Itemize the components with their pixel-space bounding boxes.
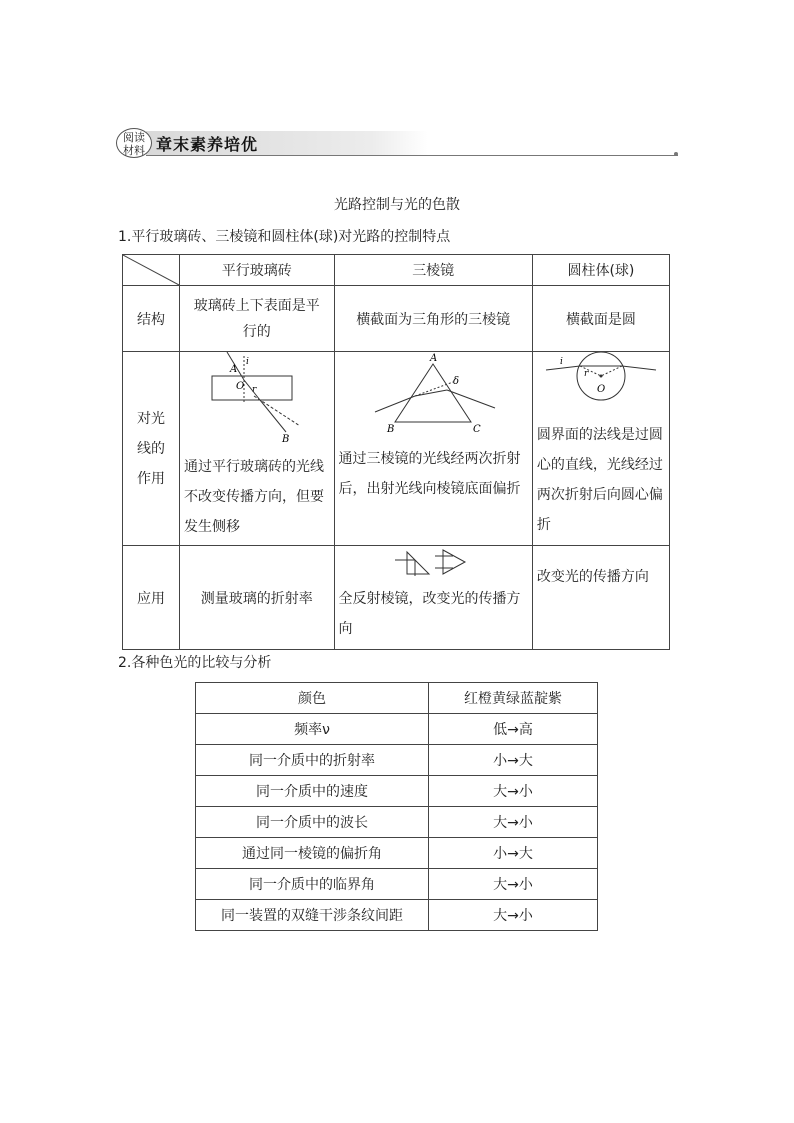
row-property: 同一介质中的波长	[196, 807, 429, 838]
label-circle-O: O	[596, 384, 606, 395]
optics-table	[122, 254, 670, 650]
label-circle-r: r	[583, 369, 589, 379]
label-i: i	[245, 357, 249, 367]
prism-diagram	[335, 352, 531, 434]
row-trend: 大→小	[429, 807, 598, 838]
cell-effect-cylinder-text: 圆界面的法线是过圆心的直线，光线经过两次折射后向圆心偏折	[536, 427, 663, 533]
cell-structure-prism: 横截面为三角形的三棱镜	[334, 286, 532, 352]
cell-effect-prism	[334, 352, 532, 546]
col-header-prism: 三棱镜	[334, 255, 532, 286]
header-rule	[146, 155, 678, 156]
table-row	[196, 900, 598, 931]
row-label-effect: 对光线的作用	[123, 352, 180, 546]
label-delta: δ	[453, 376, 460, 387]
color-table	[195, 682, 598, 931]
color-header-value: 红橙黄绿蓝靛紫	[429, 683, 598, 714]
table-row	[196, 807, 598, 838]
table-row	[196, 838, 598, 869]
table-row	[196, 745, 598, 776]
row-label-application: 应用	[123, 546, 180, 650]
table-row	[196, 776, 598, 807]
row-property: 通过同一棱镜的偏折角	[196, 838, 429, 869]
table-row	[196, 714, 598, 745]
color-header-label: 颜色	[196, 683, 429, 714]
cell-effect-slab-text: 通过平行玻璃砖的光线不改变传播方向，但要发生侧移	[184, 459, 324, 535]
row-trend: 大→小	[429, 869, 598, 900]
optics-table-header	[123, 255, 670, 286]
page-heading: 光路控制与光的色散	[334, 197, 460, 213]
chapter-header	[116, 128, 678, 158]
badge-line2: 材料	[123, 144, 145, 157]
cell-app-cylinder	[532, 546, 669, 650]
label-B: B	[281, 434, 290, 444]
header-rule-dot	[674, 152, 678, 156]
label-O: O	[235, 381, 244, 392]
row-trend: 低→高	[429, 714, 598, 745]
row-property: 同一装置的双缝干涉条纹间距	[196, 900, 429, 931]
label-prism-C: C	[473, 424, 481, 434]
col-header-cylinder: 圆柱体(球)	[532, 255, 669, 286]
diagonal-cell	[123, 255, 180, 286]
row-property: 同一介质中的速度	[196, 776, 429, 807]
section1-title: 1.平行玻璃砖、三棱镜和圆柱体(球)对光路的控制特点	[118, 229, 451, 245]
label-A: A	[229, 364, 237, 375]
row-label-structure: 结构	[123, 286, 180, 352]
label-circle-i: i	[559, 357, 563, 367]
row-property: 频率ν	[196, 714, 429, 745]
row-trend: 大→小	[429, 900, 598, 931]
cell-structure-cylinder: 横截面是圆	[532, 286, 669, 352]
row-trend: 小→大	[429, 838, 598, 869]
cell-structure-slab: 玻璃砖上下表面是平行的	[180, 286, 335, 352]
reading-badge	[116, 128, 152, 158]
table-row-structure	[123, 286, 670, 352]
total-reflection-prism-diagram	[335, 546, 531, 580]
cell-app-prism	[334, 546, 532, 650]
row-property: 同一介质中的折射率	[196, 745, 429, 776]
slab-diagram	[182, 352, 332, 444]
row-trend: 小→大	[429, 745, 598, 776]
color-table-header	[196, 683, 598, 714]
table-row-effect	[123, 352, 670, 546]
cell-app-slab: 测量玻璃的折射率	[180, 546, 335, 650]
cell-app-prism-text: 全反射棱镜，改变光的传播方向	[338, 591, 521, 637]
cell-effect-prism-text: 通过三棱镜的光线经两次折射后，出射光线向棱镜底面偏折	[338, 451, 521, 497]
cylinder-diagram	[534, 352, 668, 406]
table-row	[196, 869, 598, 900]
cell-app-cylinder-text: 改变光的传播方向	[536, 569, 649, 585]
cell-effect-slab	[180, 352, 335, 546]
table-row-application	[123, 546, 670, 650]
badge-line1: 阅读	[123, 131, 145, 144]
col-header-slab: 平行玻璃砖	[180, 255, 335, 286]
label-prism-B: B	[387, 424, 395, 434]
row-property: 同一介质中的临界角	[196, 869, 429, 900]
row-trend: 大→小	[429, 776, 598, 807]
chapter-title: 章末素养培优	[156, 135, 259, 154]
cell-effect-cylinder	[532, 352, 669, 546]
section2-title: 2.各种色光的比较与分析	[118, 655, 272, 671]
label-r: r	[251, 385, 257, 395]
label-prism-A: A	[430, 353, 438, 364]
